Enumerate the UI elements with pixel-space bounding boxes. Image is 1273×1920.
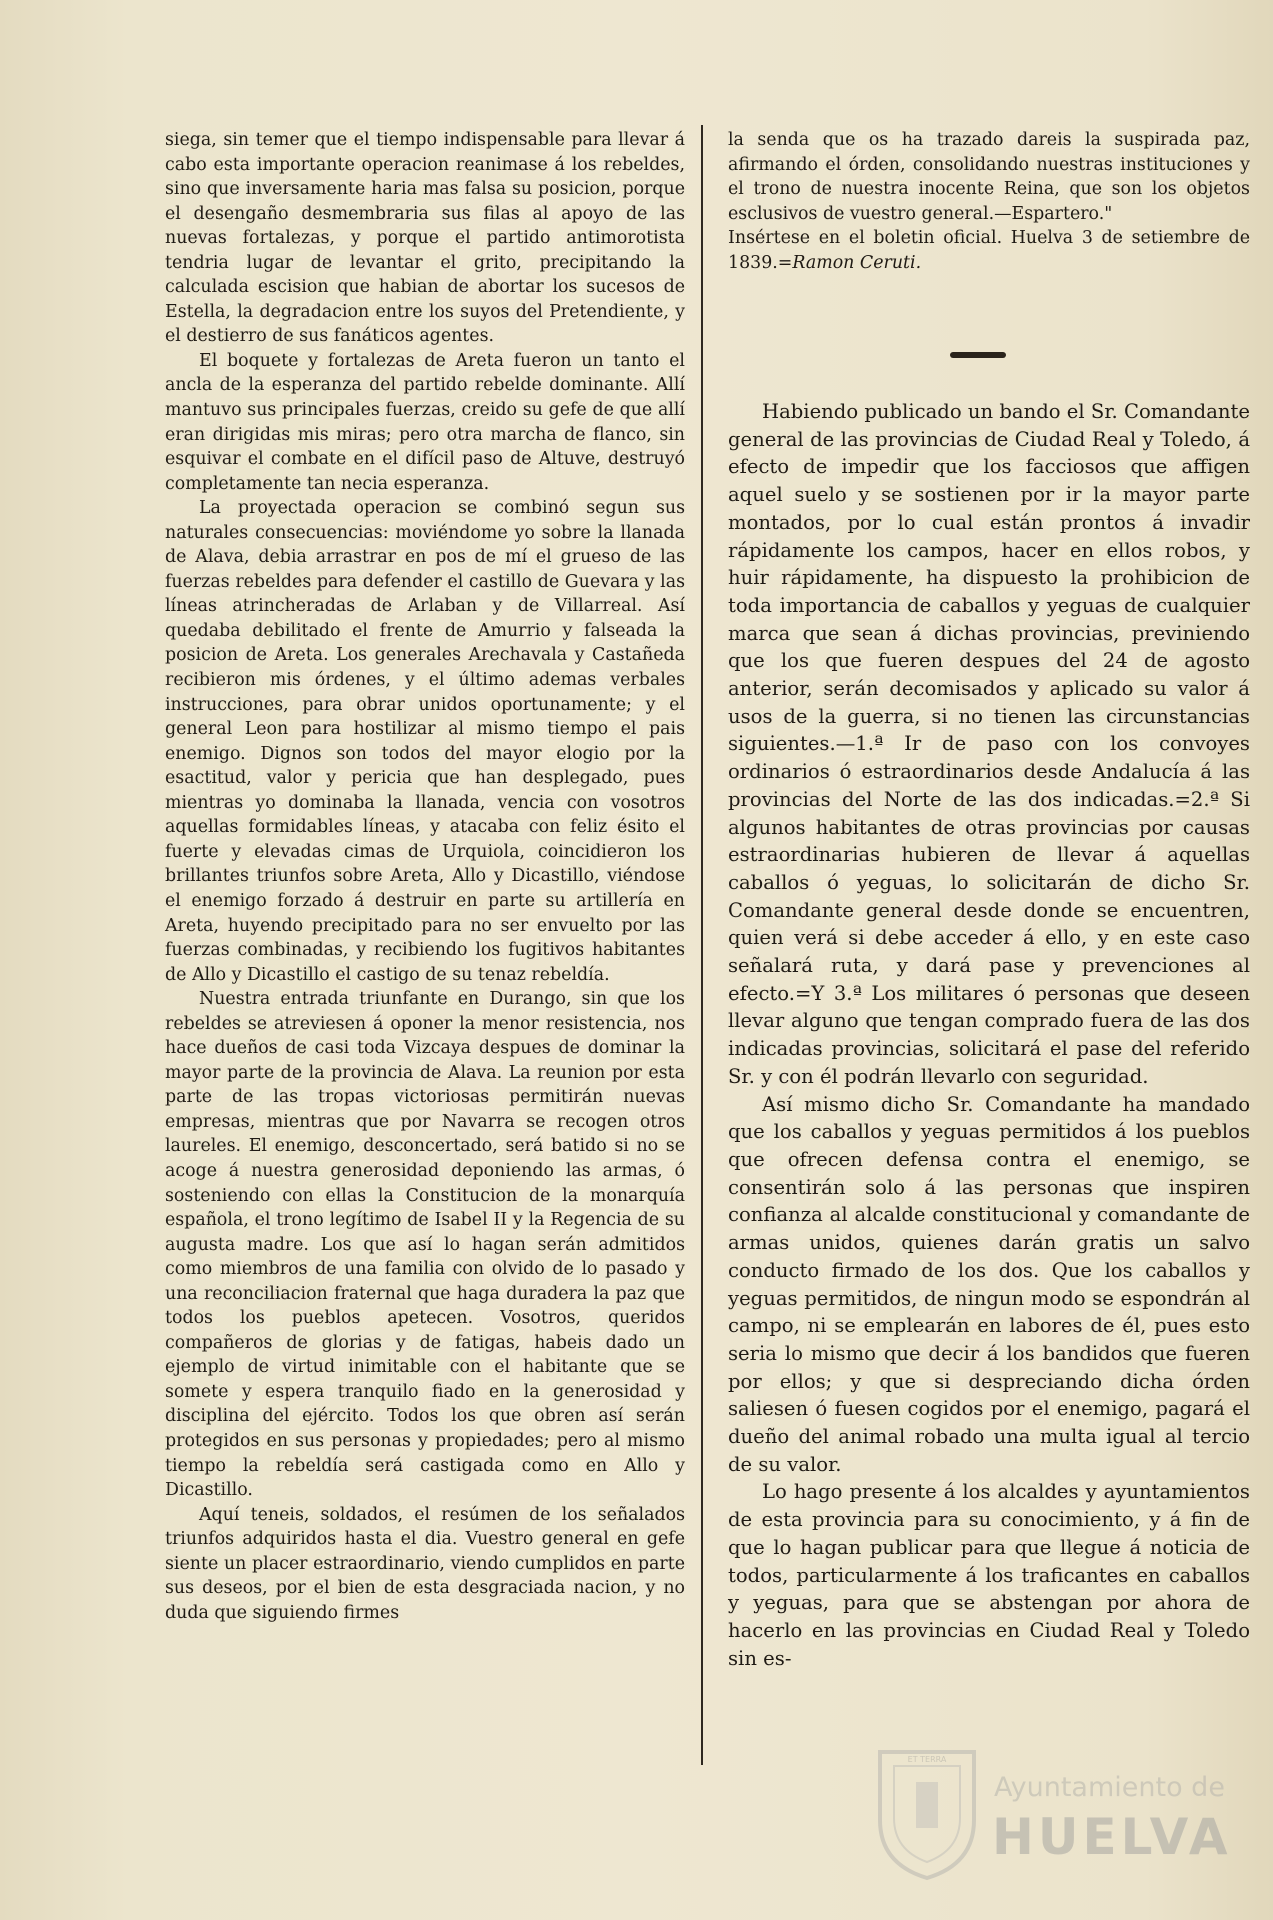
column-divider bbox=[701, 125, 703, 1765]
right-top-paragraph: la senda que os ha trazado dareis la suspirada paz, afirmando el órden, consolidando nuestras instituciones y el trono de nuestra inocente Reina, que son los objetos esclusivos de vuestro general.—Espartero." bbox=[728, 130, 1250, 224]
right-paragraph-2: Así mismo dicho Sr. Comandante ha mandado que los caballos y yeguas permitidos á los pueblos que ofrecen defensa contra el enemigo, se consentirán solo á las personas que inspiren confianza al alcalde constitucional y comandante de armas unidos, quienes darán gratis un salvo conducto firmado de los dos. Que los caballos y yeguas permitidos, de ningun modo se espondrán al campo, ni se emplearán en labores de él, pues esto seria lo mismo que decir á los bandidos que fueren por ellos; y que si despreciando dicha órden saliesen ó fuesen cogidos por el enemigo, pagará el dueño del animal robado una multa igual al tercio de su valor. bbox=[728, 1092, 1250, 1476]
signoff bbox=[728, 226, 1250, 275]
right-column-top bbox=[728, 128, 1250, 275]
right-paragraph-3: Lo hago presente á los alcaldes y ayuntamientos de esta provincia para su conocimiento, y á fin de que lo hagan publicar para que llegue á noticia de todos, particularmente á los traficantes en caballos y yeguas, para que se abstengan por ahora de hacerlo en las provincias en Ciudad Real y Toledo sin es- bbox=[728, 1480, 1250, 1670]
right-paragraph-1: Habiendo publicado un bando el Sr. Comandante general de las provincias de Ciudad Real y Toledo, á efecto de impedir que los facciosos que affigen aquel suelo y se sostienen por ir la mayor parte montados, por lo cual están prontos á invadir rápidamente los campos, hacer en ellos robos, y huir rápidamente, ha dispuesto la prohibicion de toda importancia de caballos y yeguas de cualquier marca que sean á dichas provincias, previniendo que los que fueren despues del 24 de agosto anterior, serán decomisados y aplicado su valor á usos de la guerra, si no tienen las circunstancias siguientes.—1.ª Ir de paso con los convoyes ordinarios ó estraordinarios desde Andalucía á las provincias del Norte de las dos indicadas.=2.ª Si algunos habitantes de otras provincias por causas estraordinarias hubieren de llevar á aquellas caballos ó yeguas, lo solicitarán de dicho Sr. Comandante general desde donde se encuentren, quien verá si debe acceder á ello, y en este caso señalará ruta, y dará pase y prevenciones al efecto.=Y 3.ª Los militares ó personas que deseen llevar alguno que tengan comprado fuera de las dos indicadas provincias, solicitará el pase del referido Sr. y con él podrán llevarlo con seguridad. bbox=[728, 400, 1250, 1088]
section-ornament bbox=[950, 352, 1006, 358]
watermark-line2: HUELVA bbox=[992, 1808, 1232, 1866]
left-paragraph-4: Nuestra entrada triunfante en Durango, sin que los rebeldes se atreviesen á oponer la menor resistencia, nos hace dueños de casi toda Vizcaya despues de dominar la mayor parte de la provincia de Alava. La reunion por esta parte de las tropas victoriosas permitirán nuevas empresas, mientras que por Navarra se recogen otros laureles. El enemigo, desconcertado, será batido si no se acoge á nuestra generosidad deponiendo las armas, ó sosteniendo con ellas la Constitucion de la monarquía española, el trono legítimo de Isabel II y la Regencia de su augusta madre. Los que así lo hagan serán admitidos como miembros de una familia con olvido de lo pasado y una reconciliacion fraternal que haga duradera la paz que todos los pueblos apetecen. Vosotros, queridos compañeros de glorias y de fatigas, habeis dado un ejemplo de virtud inimitable con el habitante que se somete y espera tranquilo fiado en la generosidad y disciplina del ejército. Todos los que obren así serán protegidos en sus personas y propiedades; pero al mismo tiempo la rebeldía será castigada como en Allo y Dicastillo. bbox=[165, 989, 685, 1501]
left-paragraph-2: El boquete y fortalezas de Areta fueron un tanto el ancla de la esperanza del partido rebelde dominante. Allí mantuvo sus principales fuerzas, creido su gefe de que allí eran dirigidas mis miras; pero otra marcha de flanco, sin esquivar el combate en el difícil paso de Altuve, destruyó completamente tan necia esperanza. bbox=[165, 350, 685, 494]
left-paragraph-3: La proyectada operacion se combinó segun sus naturales consecuencias: moviéndome yo sobre la llanada de Alava, debia arrastrar en pos de mí el grueso de las fuerzas rebeldes para defender el castillo de Guevara y las líneas atrincheradas de Arlaban y de Villarreal. Así quedaba debilitado el frente de Amurrio y falseada la posicion de Areta. Los generales Arechavala y Castañeda recibieron mis órdenes, y el último ademas verbales instrucciones, para obrar unidos oportunamente; y el general Leon para hostilizar al mismo tiempo el pais enemigo. Dignos son todos del mayor elogio por la esactitud, valor y pericia que han desplegado, pues mientras yo dominaba la llanada, vencia con vosotros aquellas formidables líneas, y atacaba con feliz ésito el fuerte y elevadas cimas de Urquiola, coincidieron los brillantes triunfos sobre Areta, Allo y Dicastillo, viéndose el enemigo forzado á destruir en parte su artillería en Areta, huyendo precipitado para no ser envuelto por las fuerzas combinadas, y recibiendo los fugitivos habitantes de Allo y Dicastillo el castigo de su tenaz rebeldía. bbox=[165, 498, 685, 985]
left-paragraph-1: siega, sin temer que el tiempo indispensable para llevar á cabo esta importante operacion reanimase á los rebeldes, sino que inversamente haria mas falsa su posicion, porque el desengaño desmembraria sus filas al apoyo de las nuevas fortalezas, y porque el partido antimorotista tendria lugar de levantar el grito, precipitando la calculada escision que habian de abortar los sucesos de Estella, la degradacion entre los suyos del Pretendiente, y el destierro de sus fanáticos agentes. bbox=[165, 130, 685, 347]
watermark-line1: Ayuntamiento de bbox=[994, 1772, 1225, 1803]
crest-text: ET TERRA bbox=[907, 1755, 947, 1764]
left-paragraph-5: Aquí teneis, soldados, el resúmen de los señalados triunfos adquiridos hasta el dia. Vuestro general en gefe siente un placer estraordinario, viendo cumplidos en parte sus deseos, por el bien de esta desgraciada nacion, y no duda que siguiendo firmes bbox=[165, 1504, 685, 1623]
right-column-main bbox=[728, 398, 1250, 1672]
signoff-text: Insértese en el boletin oficial. Huelva 3 de setiembre de 1839.= bbox=[728, 228, 1250, 273]
crest-icon bbox=[872, 1742, 982, 1882]
archive-watermark bbox=[872, 1738, 1232, 1888]
left-column bbox=[165, 128, 685, 1625]
signoff-name: Ramon Ceruti. bbox=[792, 252, 922, 273]
